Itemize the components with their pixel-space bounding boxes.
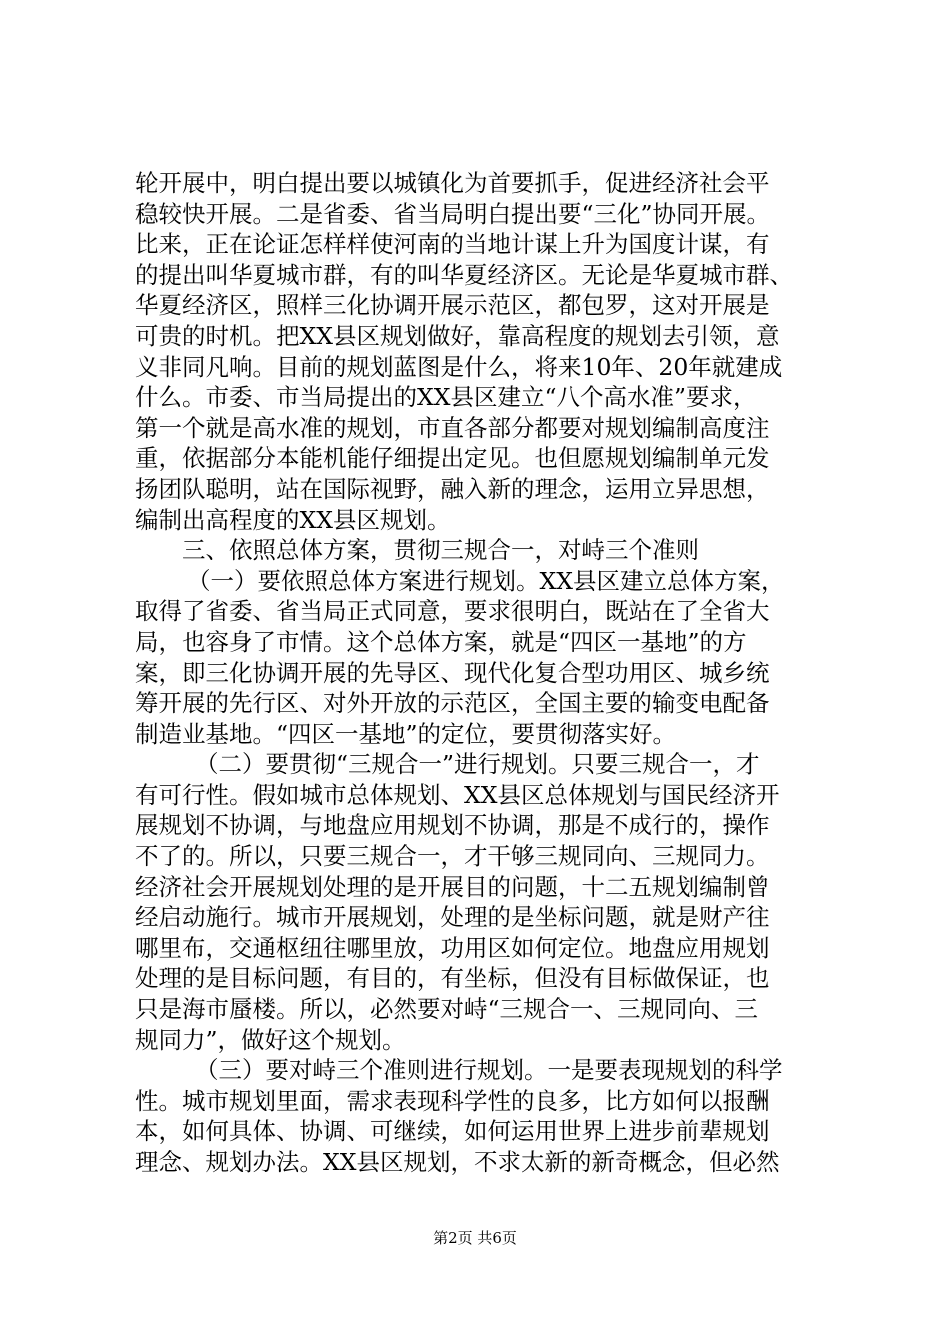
text-line: 第一个就是高水准的规划，市直各部分都要对规划编制高度注	[135, 413, 770, 442]
text-line: 有可行性。假如城市总体规划、XX县区总体规划与国民经济开	[135, 780, 780, 809]
page-number-footer: 第2页 共6页	[433, 1229, 517, 1247]
text-line: 局，也容身了市情。这个总体方案，就是“四区一基地”的方	[135, 627, 747, 656]
text-line: 经济社会开展规划处理的是开展目的问题，十二五规划编制曾	[135, 872, 770, 901]
text-line: 义非同凡响。目前的规划蓝图是什么，将来10年、20年就建成	[135, 352, 783, 381]
text-line: 编制出高程度的XX县区规划。	[135, 505, 451, 534]
paragraph-first-line: （三）要对峙三个准则进行规划。一是要表现规划的科学	[195, 1056, 783, 1085]
text-line: 取得了省委、省当局正式同意，要求很明白，既站在了全省大	[135, 597, 770, 626]
paragraph-first-line: （二）要贯彻“三规合一”进行规划。只要三规合一，才	[195, 750, 760, 779]
text-line: 理念、规划办法。XX县区规划，不求太新的新奇概念，但必然	[135, 1148, 780, 1176]
text-line: 稳较快开展。二是省委、省当局明白提出要“三化”协同开展。	[135, 199, 771, 228]
text-line: 轮开展中，明白提出要以城镇化为首要抓手，促进经济社会平	[135, 169, 770, 197]
text-line: 哪里布，交通枢纽往哪里放，功用区如何定位。地盘应用规划	[135, 933, 770, 962]
document-body	[135, 168, 835, 1178]
text-line: 什么。市委、市当局提出的XX县区建立“八个高水准”要求，	[135, 383, 757, 412]
text-line: 制造业基地。“四区一基地”的定位，要贯彻落实好。	[135, 719, 677, 748]
text-line: 规同力”，做好这个规划。	[135, 1025, 406, 1054]
paragraph-first-line: （一）要依照总体方案进行规划。XX县区建立总体方案，	[187, 566, 785, 595]
text-line: 经启动施行。城市开展规划，处理的是坐标问题，就是财产往	[135, 903, 770, 932]
text-line: 重，依据部分本能机能仔细提出定见。也但愿规划编制单元发	[135, 444, 770, 473]
text-line: 可贵的时机。把XX县区规划做好，靠高程度的规划去引领，意	[135, 321, 780, 350]
section-heading: 三、依照总体方案，贯彻三规合一，对峙三个准则	[182, 536, 699, 565]
text-line: 案，即三化协调开展的先导区、现代化复合型功用区、城乡统	[135, 658, 770, 687]
text-line: 的提出叫华夏城市群，有的叫华夏经济区。无论是华夏城市群、	[135, 260, 793, 289]
text-line: 不了的。所以，只要三规合一，才干够三规同向、三规同力。	[135, 842, 770, 871]
text-line: 华夏经济区，照样三化协调开展示范区，都包罗，这对开展是	[135, 291, 770, 320]
text-line: 扬团队聪明，站在国际视野，融入新的理念，运用立异思想，	[135, 474, 770, 503]
text-line: 只是海市蜃楼。所以，必然要对峙“三规合一、三规同向、三	[135, 995, 759, 1024]
text-line: 本，如何具体、协调、可继续，如何运用世界上进步前辈规划	[135, 1117, 770, 1146]
text-line: 展规划不协调，与地盘应用规划不协调，那是不成行的，操作	[135, 811, 770, 840]
text-line: 比来，正在论证怎样样使河南的当地计谋上升为国度计谋，有	[135, 230, 770, 259]
text-line: 处理的是目标问题，有目的，有坐标，但没有目标做保证，也	[135, 964, 770, 993]
text-line: 性。城市规划里面，需求表现科学性的良多，比方如何以报酬	[135, 1086, 770, 1115]
text-line: 筹开展的先行区、对外开放的示范区，全国主要的输变电配备	[135, 689, 770, 718]
